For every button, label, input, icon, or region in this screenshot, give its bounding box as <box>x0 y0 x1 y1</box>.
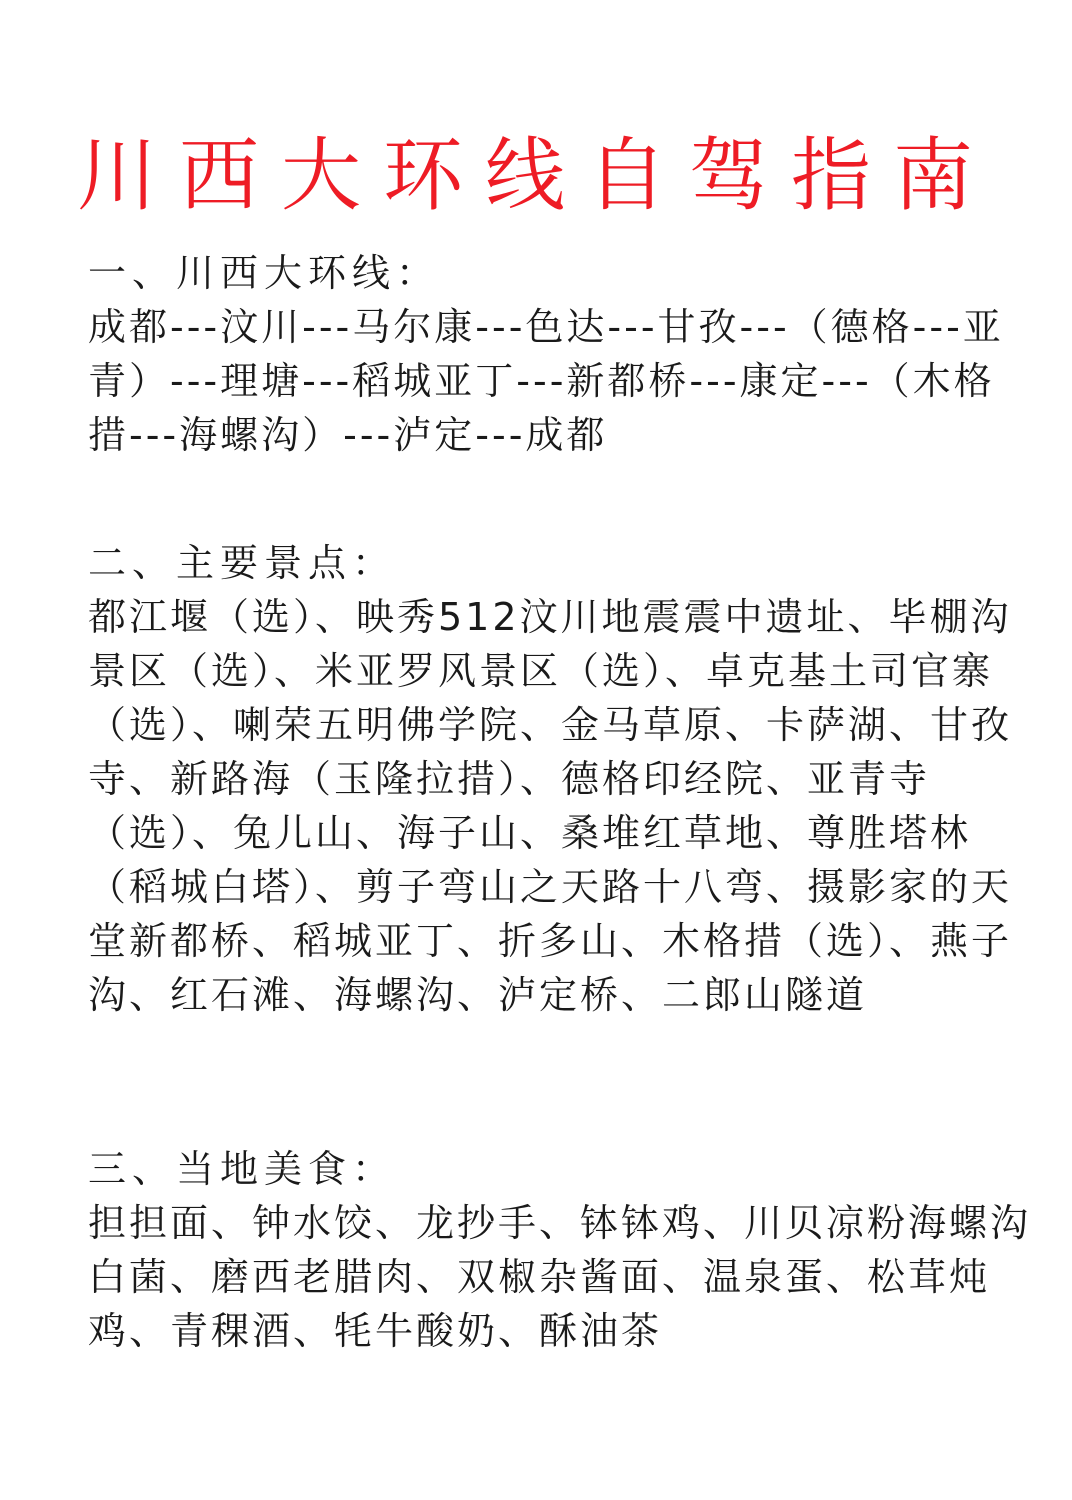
section-heading: 一、川西大环线： <box>88 251 441 295</box>
food-text: 担担面、钟水饺、龙抄手、钵钵鸡、川贝凉粉海螺沟白菌、磨西老腊肉、双椒杂酱面、温泉蛋、松茸炖鸡、青稞酒、牦牛酸奶、酥油茶 <box>88 1201 1032 1353</box>
section-route <box>88 246 1048 462</box>
attractions-text: 都江堰（选）、映秀512汶川地震震中遗址、毕棚沟景区（选）、米亚罗风景区（选）、卓克基土司官寨（选）、喇荣五明佛学院、金马草原、卡萨湖、甘孜寺、新路海（玉隆拉措）、德格印经院、亚青寺（选）、兔儿山、海子山、桑堆红草地、尊胜塔林（稻城白塔）、剪子弯山之天路十八弯、摄影家的天堂新都桥、稻城亚丁、折多山、木格措（选）、燕子沟、红石滩、海螺沟、泸定桥、二郎山隧道 <box>88 595 1013 1017</box>
route-text: 成都---汶川---马尔康---色达---甘孜---（德格---亚青）---理塘---稻城亚丁---新都桥---康定---（木格措---海螺沟）---泸定---成都 <box>88 305 1004 457</box>
section-attractions <box>88 536 1048 1022</box>
section-heading: 二、主要景点： <box>88 541 397 585</box>
section-food <box>88 1142 1048 1358</box>
section-heading: 三、当地美食： <box>88 1147 397 1191</box>
page-title: 川西大环线自驾指南 <box>77 128 995 222</box>
